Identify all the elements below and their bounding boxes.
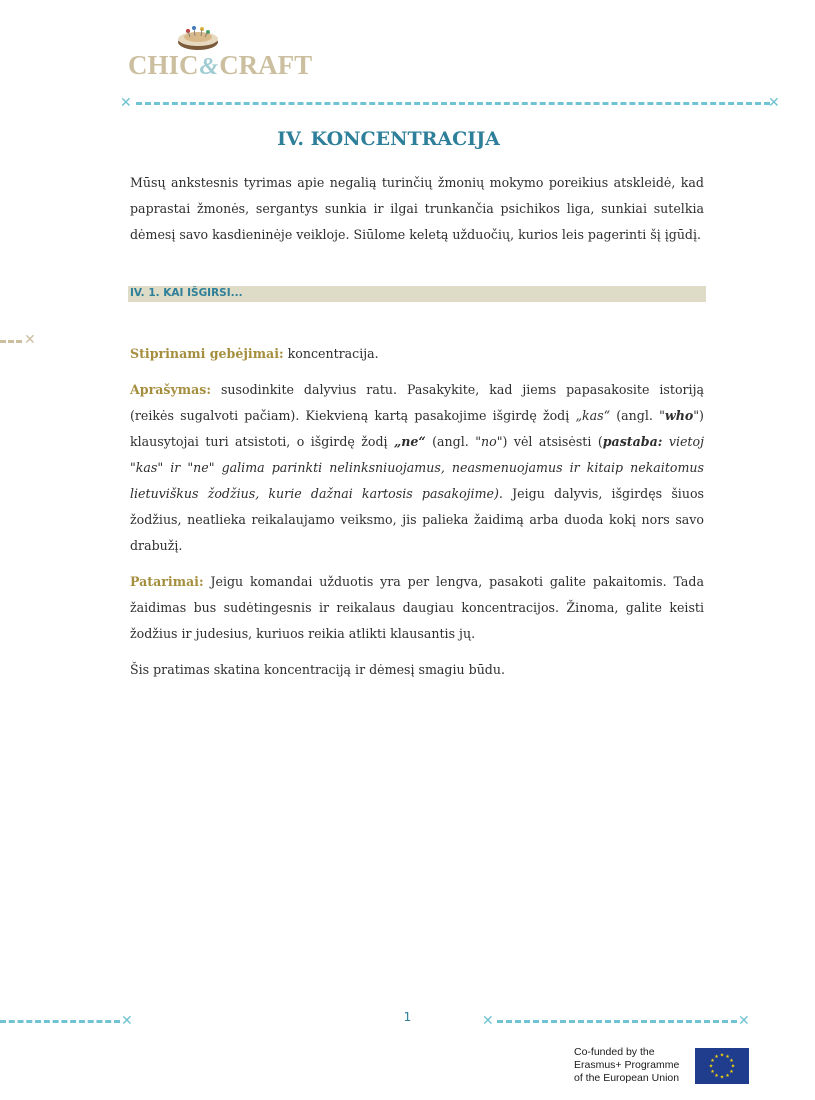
footer-left-x-icon: ✕ [121,1013,133,1029]
description-paragraph [130,377,704,559]
section-heading: IV. 1. KAI IŠGIRSI... [130,287,243,299]
eu-line-1: Co-funded by the [574,1046,655,1058]
eu-flag-icon [695,1048,749,1084]
eu-line-3: of the European Union [574,1072,680,1084]
description-text-5: ") vėl atsisėsti ( [496,434,603,449]
activity-body [130,341,704,693]
left-margin-x-icon: ✕ [24,332,36,348]
logo-word-craft: CRAFT [219,50,313,80]
tips-paragraph [130,569,704,647]
svg-text:★: ★ [719,1074,725,1081]
svg-text:★: ★ [708,1063,714,1070]
skills-label: Stiprinami gebėjimai: [130,346,284,361]
top-divider-end-x-icon: ✕ [768,95,780,111]
intro-paragraph [130,170,704,248]
logo-wordmark [128,50,312,81]
note-text: vietoj "kas" ir "ne" galima parinkti nelinksniuojamus, neasmenuojamus ir kitaip nekaitomus lietuviškus žodžius, kurie dažnai kartosis pasakojime). [130,434,704,501]
description-text-6: Jeigu dalyvis, išgirdęs šiuos žodžius, neatlieka reikalaujamo veiksmo, jis palieka žaidimą arba duoda kokį nors savo drabužį. [130,486,704,553]
page-number: 1 [403,1010,412,1024]
chic-craft-logo [124,22,313,84]
svg-text:★: ★ [714,1054,719,1060]
description-text-4: (angl. " [425,434,481,449]
footer-right-start-x-icon: ✕ [482,1013,494,1029]
svg-text:★: ★ [730,1063,736,1070]
tips-label: Patarimai: [130,574,204,589]
footer-right-end-x-icon: ✕ [738,1013,750,1029]
top-divider-x-icon: ✕ [120,95,132,111]
tips-text: Jeigu komandai užduotis yra per lengva, pasakoti galite pakaitomis. Tada žaidimas bus sudėtingesnis ir reikalaus daugiau koncentracijos. Žinoma, galite keisti žodžius ir judesius, kuriuos reikia atlikti klausantis jų. [130,574,704,641]
skills-paragraph [130,341,704,367]
eu-funding-notice [574,1045,754,1089]
logo-ampersand: & [199,54,219,80]
description-label: Aprašymas: [130,382,212,397]
eu-line-2: Erasmus+ Programme [574,1059,680,1071]
skills-text: koncentracija. [283,346,379,361]
section-heading-bar [128,286,706,302]
svg-text:★: ★ [729,1058,734,1064]
svg-text:★: ★ [725,1073,730,1079]
closing-paragraph: Šis pratimas skatina koncentraciją ir dėmesį smagiu būdu. [130,662,505,677]
left-margin-marker [0,340,22,343]
word-kas: „kas“ [575,408,611,423]
intro-text: Mūsų ankstesnis tyrimas apie negalią turinčių žmonių mokymo poreikius atskleidė, kad paprastai žmonės, sergantys sunkia ir ilgai trunkančia psichikos liga, sunkiai sutelkia dėmesį savo kasdieninėje veikloje. Siūlome keletą užduočių, kurios leis pagerinti šį įgūdį. [130,175,704,242]
description-text-3: ") klausytojai turi atsistoti, o išgirdę žodį [130,408,704,449]
description-text-2: (angl. " [610,408,665,423]
word-no: no [481,434,497,449]
sewing-basket-icon [172,22,224,52]
svg-text:★: ★ [719,1052,725,1059]
eu-funding-text [574,1046,692,1085]
logo-word-chic: CHIC [128,50,199,80]
top-divider [136,102,770,105]
note-label: pastaba: [602,434,663,449]
svg-text:★: ★ [714,1073,719,1079]
word-who: who [664,408,694,423]
svg-text:★: ★ [729,1069,734,1075]
svg-text:★: ★ [710,1069,715,1075]
page-title: IV. KONCENTRACIJA [277,128,500,150]
svg-text:★: ★ [710,1058,715,1064]
description-text-1: susodinkite dalyvius ratu. Pasakykite, kad jiems papasakosite istoriją (reikės sugalvoti pačiam). Kiekvieną kartą pasakojime išgirdę žodį [130,382,704,423]
word-ne: „ne“ [394,434,426,449]
svg-text:★: ★ [725,1054,730,1060]
